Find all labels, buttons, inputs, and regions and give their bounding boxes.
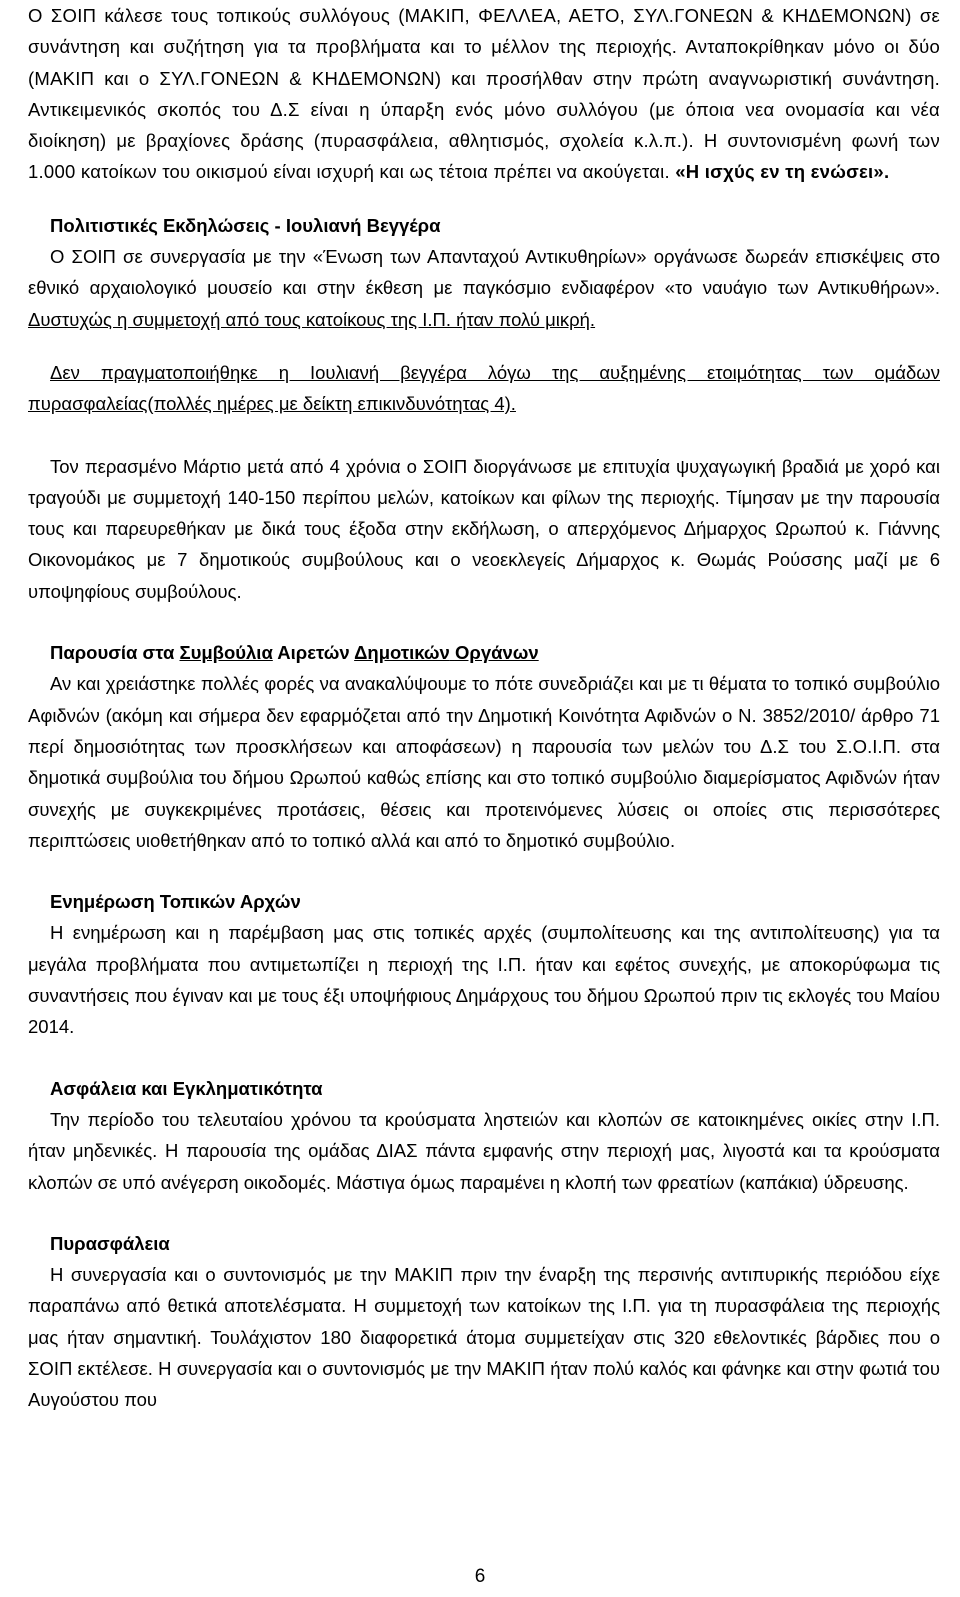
authorities-paragraph: Η ενημέρωση και η παρέμβαση μας στις τοπικές αρχές (συμπολίτευσης και της αντιπολίτευσης) για τα μεγάλα προβλήματα που αντιμετωπίζει η περιοχή της Ι.Π. ήταν και εφέτος συνεχής, με αποκορύφωμα τις συναντήσεις που έγιναν και με τους έξι υποψήφιους Δημάρχους του δήμου Ωρωπού πριν τις εκλογές του Μαίου 2014. xyxy=(28,922,940,1038)
intro-text: Ο ΣΟΙΠ κάλεσε τους τοπικούς συλλόγους (ΜΑΚΙΠ, ΦΕΛΛΕΑ, ΑΕΤΟ, ΣΥΛ.ΓΟΝΕΩΝ & ΚΗΔΕΜΟΝΩΝ) σε συνάντηση και συζήτηση για τα προβλήματα και το μέλλον της περιοχής. Ανταποκρίθηκαν μόνο οι δύο (ΜΑΚΙΠ και ο ΣΥΛ.ΓΟΝΕΩΝ & ΚΗΔΕΜΟΝΩΝ) και προσήλθαν στην πρώτη αναγνωριστική συνάντηση. Αντικειμενικός σκοπός του Δ.Σ είναι η ύπαρξη ενός μόνο συλλόγου (με όποια νεα ονομασία και νέα διοίκηση) με βραχίονες δράσης (πυρασφάλεια, αθλητισμός, σχολεία κ.λ.π.). Η συντονισμένη φωνή των 1.000 κατοίκων του οικισμού είναι ισχυρή και ως τέτοια πρέπει να ακούγεται. xyxy=(28,5,940,183)
authorities-heading: Ενημέρωση Τοπικών Αρχών xyxy=(50,891,301,913)
councils-heading-part-6: Οργάνων xyxy=(454,642,539,664)
page-number: 6 xyxy=(474,1566,486,1587)
councils-heading-part-4: Δημοτικών xyxy=(354,642,450,664)
cultural-p1-text: Ο ΣΟΙΠ σε συνεργασία με την «Ένωση των Απανταχού Αντικυθηρίων» οργάνωσε δωρεάν επισκέψεις στο εθνικό αρχαιολογικό μουσείο και στην έκθεση με παγκόσμιο ενδιαφέρον «το ναυάγιο των Αντικυθήρων». xyxy=(28,246,940,299)
councils-paragraph: Αν και χρειάστηκε πολλές φορές να ανακαλύψουμε το πότε συνεδριάζει και με τι θέματα το τοπικό συμβούλιο Αφιδνών (ακόμη και σήμερα δεν εφαρμόζεται από την Δημοτική Κοινότητα Αφιδνών ο Ν. 3852/2010/ άρθρο 71 περί δημοσιότητας των προσκλήσεων και αποφάσεων) η παρουσία των μελών του Δ.Σ του Σ.Ο.Ι.Π. στα δημοτικά συμβούλια του δήμου Ωρωπού καθώς επίσης και στο τοπικό συμβούλιο διαμερίσματος Αφιδνών ήταν συνεχής με συγκεκριμένες προτάσεις, θέσεις και προτεινόμενες λύσεις οι οποίες στις περισσότερες περιπτώσεις υιοθετήθηκαν από το τοπικό αλλά και από το δημοτικό συμβούλιο. xyxy=(28,673,940,851)
intro-motto: «Η ισχύς εν τη ενώσει». xyxy=(675,161,890,183)
document-page xyxy=(28,0,940,1416)
cultural-p1-underlined: Δυστυχώς η συμμετοχή από τους κατοίκους της Ι.Π. ήταν πολύ μικρή. xyxy=(28,308,596,330)
fire-heading: Πυρασφάλεια xyxy=(50,1232,170,1254)
councils-heading-part-1: Παρουσία στα xyxy=(50,642,180,664)
cultural-paragraph-2 xyxy=(28,357,940,420)
security-paragraph: Την περίοδο του τελευταίου χρόνου τα κρούσματα ληστειών και κλοπών σε κατοικημένες οικίες στην Ι.Π. ήταν μηδενικές. Η παρουσία της ομάδας ΔΙΑΣ πάντα εμφανής στην περιοχή μας, λιγοστά και τα κρούσματα κλοπών σε υπό ανέγερση οικοδομές. Μάστιγα όμως παραμένει η κλοπή των φρεατίων (καπάκια) ύδρευσης. xyxy=(28,1108,940,1193)
councils-heading-part-2: Συμβούλια xyxy=(179,642,273,664)
cultural-paragraph-1 xyxy=(28,241,940,335)
cultural-p2-underlined: Δεν πραγματοποιήθηκε η Ιουλιανή βεγγέρα λόγω της αυξημένης ετοιμότητας των ομάδων πυρασφαλείας(πολλές ημέρες με δείκτη επικινδυνότητας 4). xyxy=(28,361,940,415)
councils-heading-part-3: Αιρετών xyxy=(272,642,355,664)
cultural-paragraph-3: Τον περασμένο Μάρτιο μετά από 4 χρόνια ο ΣΟΙΠ διοργάνωσε με επιτυχία ψυχαγωγική βραδιά με χορό και τραγούδι με συμμετοχή 140-150 περίπου μελών, κατοίκων και φίλων της περιοχής. Τίμησαν με την παρουσία τους και παρευρεθήκαν με δικά τους έξοδα στην εκδήλωση, ο απερχόμενος Δήμαρχος Ωρωπού κ. Γιάννης Οικονομάκος με 7 δημοτικούς συμβούλους και ο νεοεκλεγείς Δήμαρχος κ. Θωμάς Ρούσσης μαζί με 6 υποψηφίους συμβούλους. xyxy=(28,455,940,602)
councils-heading xyxy=(28,637,940,668)
security-heading: Ασφάλεια και Εγκληματικότητα xyxy=(50,1077,323,1099)
fire-paragraph: Η συνεργασία και ο συντονισμός με την ΜΑΚΙΠ πριν την έναρξη της περσινής αντιπυρικής περιόδου είχε παραπάνω από θετικά αποτελέσματα. Η συμμετοχή των κατοίκων της Ι.Π. για τη πυρασφάλεια της περιοχής μας ήταν σημαντική. Τουλάχιστον 180 διαφορετικά άτομα συμμετείχαν στις 320 εθελοντικές βάρδιες που ο ΣΟΙΠ εκτέλεσε. Η συνεργασία και ο συντονισμός με την ΜΑΚΙΠ ήταν πολύ καλός και φάνηκε και στην φωτιά του Αυγούστου που xyxy=(28,1264,940,1411)
intro-paragraph xyxy=(28,0,940,188)
cultural-heading: Πολιτιστικές Εκδηλώσεις - Ιουλιανή Βεγγέρα xyxy=(50,214,441,236)
